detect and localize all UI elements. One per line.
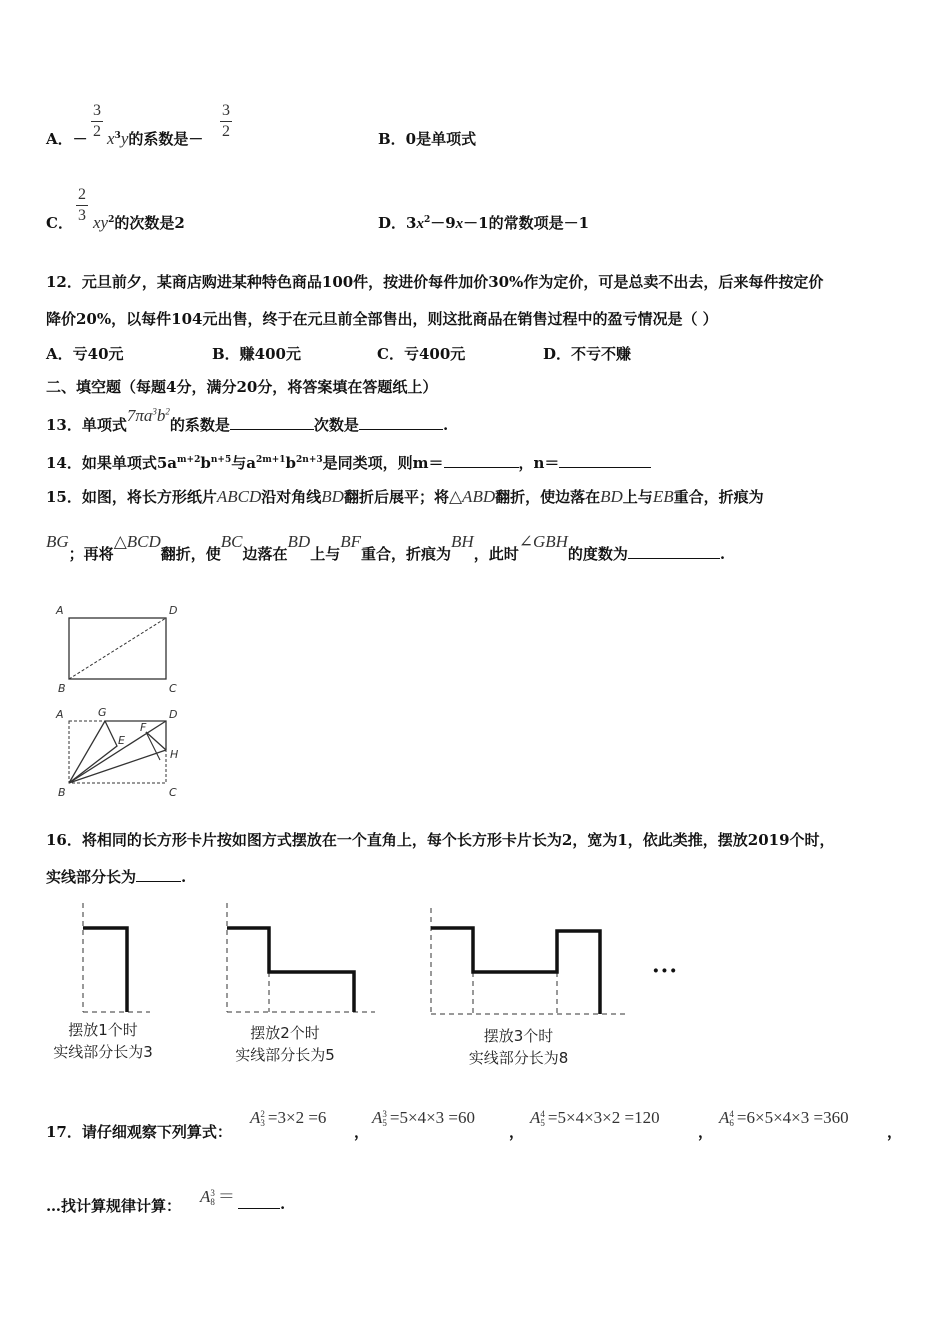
math-x: x [416,216,424,232]
diagonal-bd [69,721,166,783]
exponent: 2n+3 [296,455,323,465]
fraction-numerator: 2 [78,186,86,203]
math-xy: xy [93,213,109,232]
q14-text-m: 是同类项，则m＝ [322,454,444,472]
rhs: =3×2 =6 [267,1108,327,1127]
q16-text: 实线部分长为 [46,868,137,886]
q11-option-a-text: 的系数是－ [128,130,204,148]
math-a: A [530,1108,541,1127]
q13-end: . [442,416,449,434]
rhs: =5×4×3×2 =120 [547,1108,660,1127]
exponent: 2 [423,215,431,225]
q13-formula [127,406,170,425]
q16-caption-2 [225,1022,345,1066]
fold-bh [69,750,166,783]
subscript: 6 [729,1118,734,1129]
label-d: D [169,604,178,617]
q11-option-a [46,128,88,149]
superscript: 4 [540,1109,545,1120]
q13-blank-2[interactable] [359,429,443,430]
label-b: B [58,682,66,695]
subscript: 3 [260,1118,265,1129]
q16-figure-1 [83,903,150,1012]
caption-line-2: 实线部分长为8 [468,1049,569,1067]
index-stack [260,1110,265,1128]
q15-text: 重合，折痕为 [361,545,452,563]
rhs: =5×4×3 =60 [389,1108,475,1127]
exponent: 2 [165,406,170,417]
q16-line-1: 16．将相同的长方形卡片按如图方式摆放在一个直角上，每个长方形卡片长为2，宽为1，依此类推，摆放2019个时， [46,831,835,849]
q15-text: 重合，折痕为 [673,488,764,506]
q15-text: ，此时 [473,545,519,563]
math-abcd: ABCD [216,487,262,506]
caption-line-1: 摆放2个时 [250,1024,320,1042]
math-x: x [455,216,464,232]
superscript: 3 [210,1188,215,1199]
q11-option-c-label: C． [46,214,73,232]
label-d: D [169,708,178,721]
q11-option-d-label: D．3 [378,214,417,232]
superscript: 3 [382,1109,387,1120]
label-g: G [98,706,107,719]
math-bd: BD [287,532,311,551]
q16-line-2 [46,866,186,887]
exponent: m+2 [177,455,201,465]
q17-line-2: …找计算规律计算： [46,1197,182,1215]
q16-end: . [181,868,187,886]
q15-text: 上与 [622,488,653,506]
separator: ， [698,1123,714,1141]
label-c: C [169,786,177,799]
q17-question [200,1182,235,1207]
q16-ellipsis: ··· [652,958,678,984]
q17-answer [238,1195,285,1213]
q12-line-2: 降价20%，以每件104元出售，终于在元旦前全部售出，则这批商品在销售过程中的盈亏情况是（ ） [46,310,718,328]
label-c: C [169,682,177,695]
exponent: 3 [152,406,157,417]
superscript: 4 [729,1109,734,1120]
exponent: n+5 [210,455,232,465]
math-bd: BD [600,487,623,506]
fraction-denominator: 3 [78,207,86,224]
q13-text-degree: 次数是 [313,416,359,434]
q17-end: . [280,1195,286,1213]
q15-text: 沿对角线 [261,488,322,506]
index-stack [729,1110,734,1128]
q15-text: 翻折，使边落在 [495,488,601,506]
math-b: b [200,454,211,472]
q15-figure [50,598,190,804]
index-stack [382,1110,387,1128]
fold-bg [69,721,105,783]
q11-option-d-text: －1的常数项是－1 [463,214,590,232]
exponent: 2m+1 [255,455,286,465]
q15-text: 上与 [310,545,341,563]
q16-figure-3 [431,908,625,1014]
q15-line-1 [46,486,764,507]
q15-figure-top [55,604,177,695]
rhs: =6×5×4×3 =360 [736,1108,849,1127]
q11-option-c-fraction [76,186,88,225]
math-mid: －9 [430,214,456,232]
q12-option-b: B．赚400元 [212,345,301,363]
q13-text-coeff: 的系数是 [169,416,230,434]
math-angle-gbh: ∠GBH [518,532,568,551]
q12-option-a: A．亏40元 [46,345,124,363]
label-b: B [58,786,66,799]
index-stack [210,1189,215,1207]
q12-line-1: 12．元旦前夕，某商店购进某种特色商品100件，按进价每件加价30%作为定价，可是总卖不出去，后来每件按定价 [46,273,824,291]
fraction-denominator: 2 [93,123,101,140]
q13-prefix: 13．单项式 [46,416,127,434]
q11-option-c-rest [93,212,185,233]
q11-option-a-fraction [91,102,103,141]
q15-end: . [719,545,726,563]
separator: ， [509,1123,525,1141]
fraction-denominator: 2 [222,123,230,140]
caption-line-2: 实线部分长为3 [53,1043,153,1061]
math-y: y [120,129,129,148]
subscript: 8 [210,1197,215,1208]
subscript: 5 [540,1118,545,1129]
q15-blank[interactable] [628,558,720,559]
label-e: E [118,734,125,747]
caption-line-1: 摆放1个时 [68,1021,138,1039]
math-triangle-abd: △ABD [448,487,496,506]
q11-option-d [378,212,589,233]
superscript: 2 [260,1109,265,1120]
label-a: A [56,604,64,617]
fraction-numerator: 3 [222,102,230,119]
q15-line-2 [46,532,726,572]
q15-text: 边落在 [242,545,288,563]
q16-caption-1 [43,1019,163,1063]
exponent: 2 [108,215,115,225]
q15-text: 翻折后展平；将 [343,488,449,506]
q14-blank-m[interactable] [444,467,519,468]
q15-figure-bottom [55,706,178,799]
index-stack [540,1110,545,1128]
q16-figure-2 [227,903,375,1012]
math-bh: BH [451,532,474,551]
fraction-numerator: 3 [93,102,101,119]
math-triangle-bcd: △BCD [113,532,161,551]
q16-caption-3 [456,1025,581,1069]
math-x: x [107,129,115,148]
label-h: H [170,748,179,761]
folded-triangle-a [69,721,117,783]
q12-option-c: C．亏400元 [377,345,466,363]
diagonal-bd [69,618,166,679]
math-eb: EB [652,487,674,506]
math-b: b [156,406,166,425]
q15-text: 15．如图，将长方形纸片 [46,488,217,506]
label-a: A [56,708,64,721]
q17-eq-4 [719,1108,849,1128]
exponent: 3 [114,131,121,141]
q16-figures [50,898,700,1023]
math-bf: BF [340,532,361,551]
label-f: F [140,721,147,734]
q17-eq-2 [372,1108,475,1128]
q15-text: ；再将 [68,545,114,563]
separator: ， [887,1123,903,1141]
math-bg: BG [46,532,69,551]
math-a: A [719,1108,730,1127]
q14-text-with: 与a [231,454,256,472]
q17-eq-3 [530,1108,660,1128]
caption-line-2: 实线部分长为5 [235,1046,335,1064]
q11-option-c-text: 的次数是2 [114,214,185,232]
q15-text: 翻折，使 [160,545,221,563]
math-bc: BC [220,532,243,551]
section-heading: 二、填空题（每题4分，满分20分，将答案填在答题纸上） [46,378,438,396]
math-a: A [200,1187,211,1206]
math-b: b [285,454,297,472]
q16-blank[interactable] [136,881,181,882]
math-a: A [250,1108,261,1127]
q14-blank-n[interactable] [559,467,651,468]
math-bd: BD [321,487,344,506]
q14-text-n: ，n＝ [518,454,560,472]
folded-edge-h [146,732,166,750]
rhs: ＝ [217,1187,235,1206]
q17-eq-1 [250,1108,326,1128]
q14-prefix: 14．如果单项式5a [46,454,178,472]
q17-prefix: 17．请仔细观察下列算式： [46,1123,232,1141]
separator: ， [354,1123,370,1141]
q17-blank[interactable] [238,1208,280,1209]
q11-option-b: B．0是单项式 [378,130,477,148]
subscript: 5 [382,1118,387,1129]
q15-text: 的度数为 [567,545,628,563]
caption-line-1: 摆放3个时 [483,1027,554,1045]
q13-blank-1[interactable] [230,429,314,430]
q13-formula-base: 7πa [126,406,153,425]
q13 [46,406,449,435]
q11-option-a-rest [107,128,203,149]
q11-option-a-label: A．－ [46,130,88,148]
math-a: A [372,1108,383,1127]
q14 [46,452,651,473]
q11-option-a-fraction-2 [220,102,232,141]
rectangle-edge [105,721,166,750]
q12-option-d: D．不亏不赚 [543,345,632,363]
